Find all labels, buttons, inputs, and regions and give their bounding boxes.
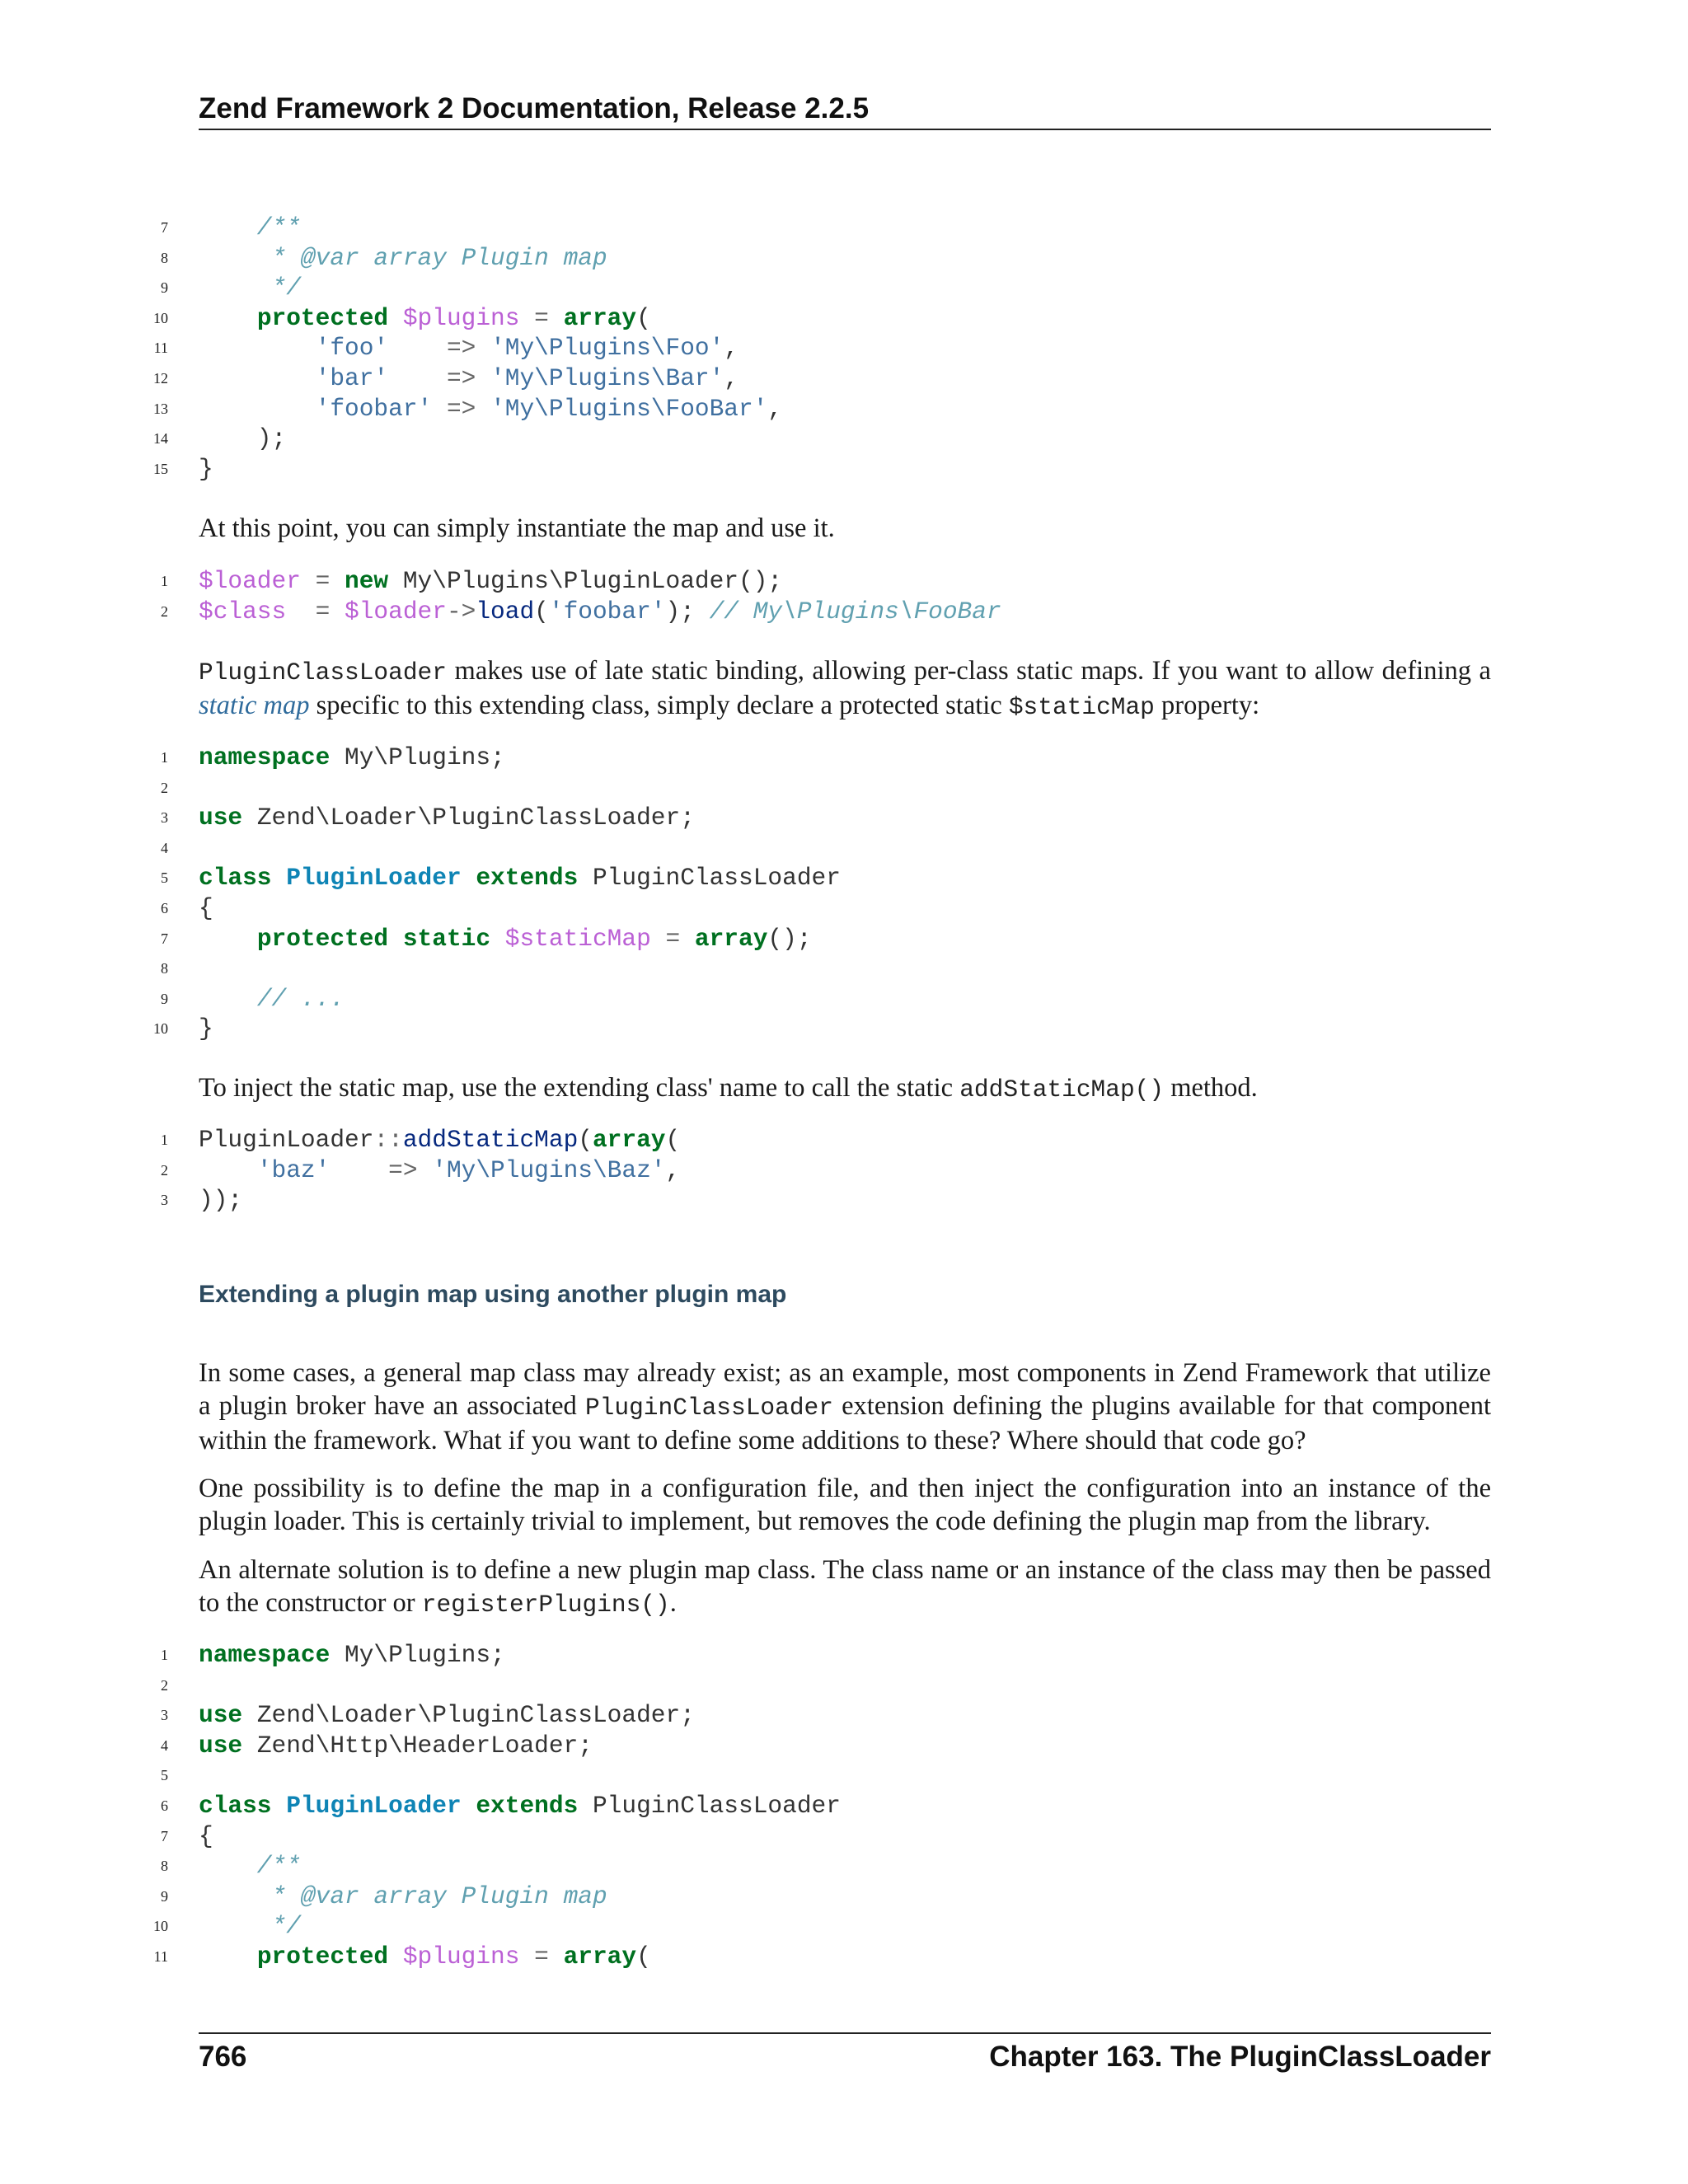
static-map-link[interactable]: static map bbox=[199, 691, 310, 720]
code-text: // ... bbox=[256, 984, 345, 1013]
line-number: 10 bbox=[153, 1020, 168, 1038]
line-number: 11 bbox=[153, 340, 168, 357]
code-text: class PluginLoader extends PluginClassLoader bbox=[199, 1791, 841, 1820]
line-number: 2 bbox=[161, 779, 168, 796]
code-text: } bbox=[199, 1015, 213, 1043]
code-text: protected $plugins = array( bbox=[256, 1942, 651, 1971]
line-number: 9 bbox=[161, 990, 168, 1007]
code-text: { bbox=[199, 1821, 213, 1850]
code-text: $class = $loader->load('foobar'); // My\Plugins\FooBar bbox=[199, 597, 1001, 626]
line-number: 7 bbox=[161, 930, 168, 947]
code-text: use Zend\Loader\PluginClassLoader; bbox=[199, 804, 695, 832]
line-number: 14 bbox=[153, 430, 168, 448]
line-number: 15 bbox=[153, 460, 168, 477]
paragraph-config-file: One possibility is to define the map in a configuration file, and then inject the configuration into an instance of the plugin loader. This is certainly trivial to implement, but removes the code defining the plugin map from the library. bbox=[199, 1474, 1491, 1536]
line-number: 8 bbox=[161, 960, 168, 977]
line-number: 5 bbox=[161, 869, 168, 887]
line-number: 1 bbox=[161, 1132, 168, 1148]
code-text: namespace My\Plugins; bbox=[199, 743, 505, 771]
footer-rule bbox=[199, 2032, 1491, 2034]
code-text: PluginLoader::addStaticMap(array( bbox=[199, 1126, 681, 1154]
page-number: 766 bbox=[199, 2041, 247, 2073]
paragraph-alternate-solution: An alternate solution is to define a new plugin map class. The class name or an instance of the class may then be passed to the constructor or registerPlugins(). bbox=[199, 1555, 1491, 1619]
line-number: 9 bbox=[161, 1887, 168, 1905]
code-text: * @var array Plugin map bbox=[199, 243, 607, 272]
code-text: 'foobar' => 'My\Plugins\FooBar', bbox=[315, 394, 783, 423]
line-number: 1 bbox=[161, 1647, 168, 1663]
running-header-title: Zend Framework 2 Documentation, Release 2.2.5 bbox=[199, 92, 870, 124]
line-number: 2 bbox=[161, 602, 168, 620]
code-text: } bbox=[199, 454, 213, 483]
line-number: 1 bbox=[161, 749, 168, 766]
code-text: */ bbox=[199, 274, 301, 302]
code-text: * @var array Plugin map bbox=[199, 1882, 607, 1910]
line-number: 3 bbox=[161, 809, 168, 827]
paragraph-inject-static-map: To inject the static map, use the extending class' name to call the static addStaticMap() method. bbox=[199, 1073, 1258, 1104]
code-text: 'bar' => 'My\Plugins\Bar', bbox=[315, 363, 739, 392]
code-text: */ bbox=[199, 1912, 301, 1941]
line-number: 4 bbox=[161, 839, 168, 856]
paragraph-instantiate: At this point, you can simply instantiate the map and use it. bbox=[199, 513, 835, 543]
code-text: $loader = new My\Plugins\PluginLoader(); bbox=[199, 567, 783, 595]
paragraph-late-static-binding: PluginClassLoader makes use of late static binding, allowing per-class static maps. If you want to allow defining a static map specific to this extending class, simply declare a protected static $staticMap property: bbox=[199, 656, 1491, 721]
code-text: namespace My\Plugins; bbox=[199, 1641, 505, 1669]
paragraph-general-map: In some cases, a general map class may already exist; as an example, most components in Zend Framework that utilize a plugin broker have an associated PluginClassLoader extension defining the plugins available for that component within the framework. What if you want to define some additions to these? Where should that code go? bbox=[199, 1358, 1491, 1455]
line-number: 1 bbox=[161, 573, 168, 589]
line-number: 12 bbox=[153, 369, 168, 387]
line-number: 3 bbox=[161, 1192, 168, 1209]
code-text: 'foo' => 'My\Plugins\Foo', bbox=[315, 334, 739, 363]
chapter-title: Chapter 163. The PluginClassLoader bbox=[989, 2041, 1491, 2073]
code-text: class PluginLoader extends PluginClassLoader bbox=[199, 864, 841, 893]
header-rule bbox=[199, 129, 1491, 130]
line-number: 7 bbox=[161, 219, 168, 236]
line-number: 7 bbox=[161, 1827, 168, 1844]
line-number: 2 bbox=[161, 1676, 168, 1694]
code-text: )); bbox=[199, 1186, 243, 1215]
line-number: 2 bbox=[161, 1161, 168, 1179]
code-text: { bbox=[199, 893, 213, 922]
section-heading: Extending a plugin map using another plugin map bbox=[199, 1281, 787, 1308]
line-number: 6 bbox=[161, 899, 168, 916]
code-text: /** bbox=[199, 213, 301, 241]
line-number: 9 bbox=[161, 279, 168, 297]
line-number: 10 bbox=[153, 1918, 168, 1935]
code-text: 'baz' => 'My\Plugins\Baz', bbox=[256, 1155, 681, 1184]
line-number: 8 bbox=[161, 249, 168, 266]
line-number: 11 bbox=[153, 1947, 168, 1965]
line-number: 10 bbox=[153, 309, 168, 326]
line-number: 13 bbox=[153, 400, 168, 417]
line-number: 5 bbox=[161, 1767, 168, 1784]
code-text: protected $plugins = array( bbox=[256, 303, 651, 332]
line-number: 8 bbox=[161, 1858, 168, 1875]
code-text: ); bbox=[199, 424, 287, 453]
code-text: use Zend\Http\HeaderLoader; bbox=[199, 1731, 593, 1760]
line-number: 3 bbox=[161, 1707, 168, 1724]
code-text: /** bbox=[199, 1852, 301, 1881]
code-text: protected static $staticMap = array(); bbox=[256, 924, 812, 953]
code-text: use Zend\Loader\PluginClassLoader; bbox=[199, 1701, 695, 1730]
line-number: 6 bbox=[161, 1797, 168, 1814]
line-number: 4 bbox=[161, 1736, 168, 1754]
